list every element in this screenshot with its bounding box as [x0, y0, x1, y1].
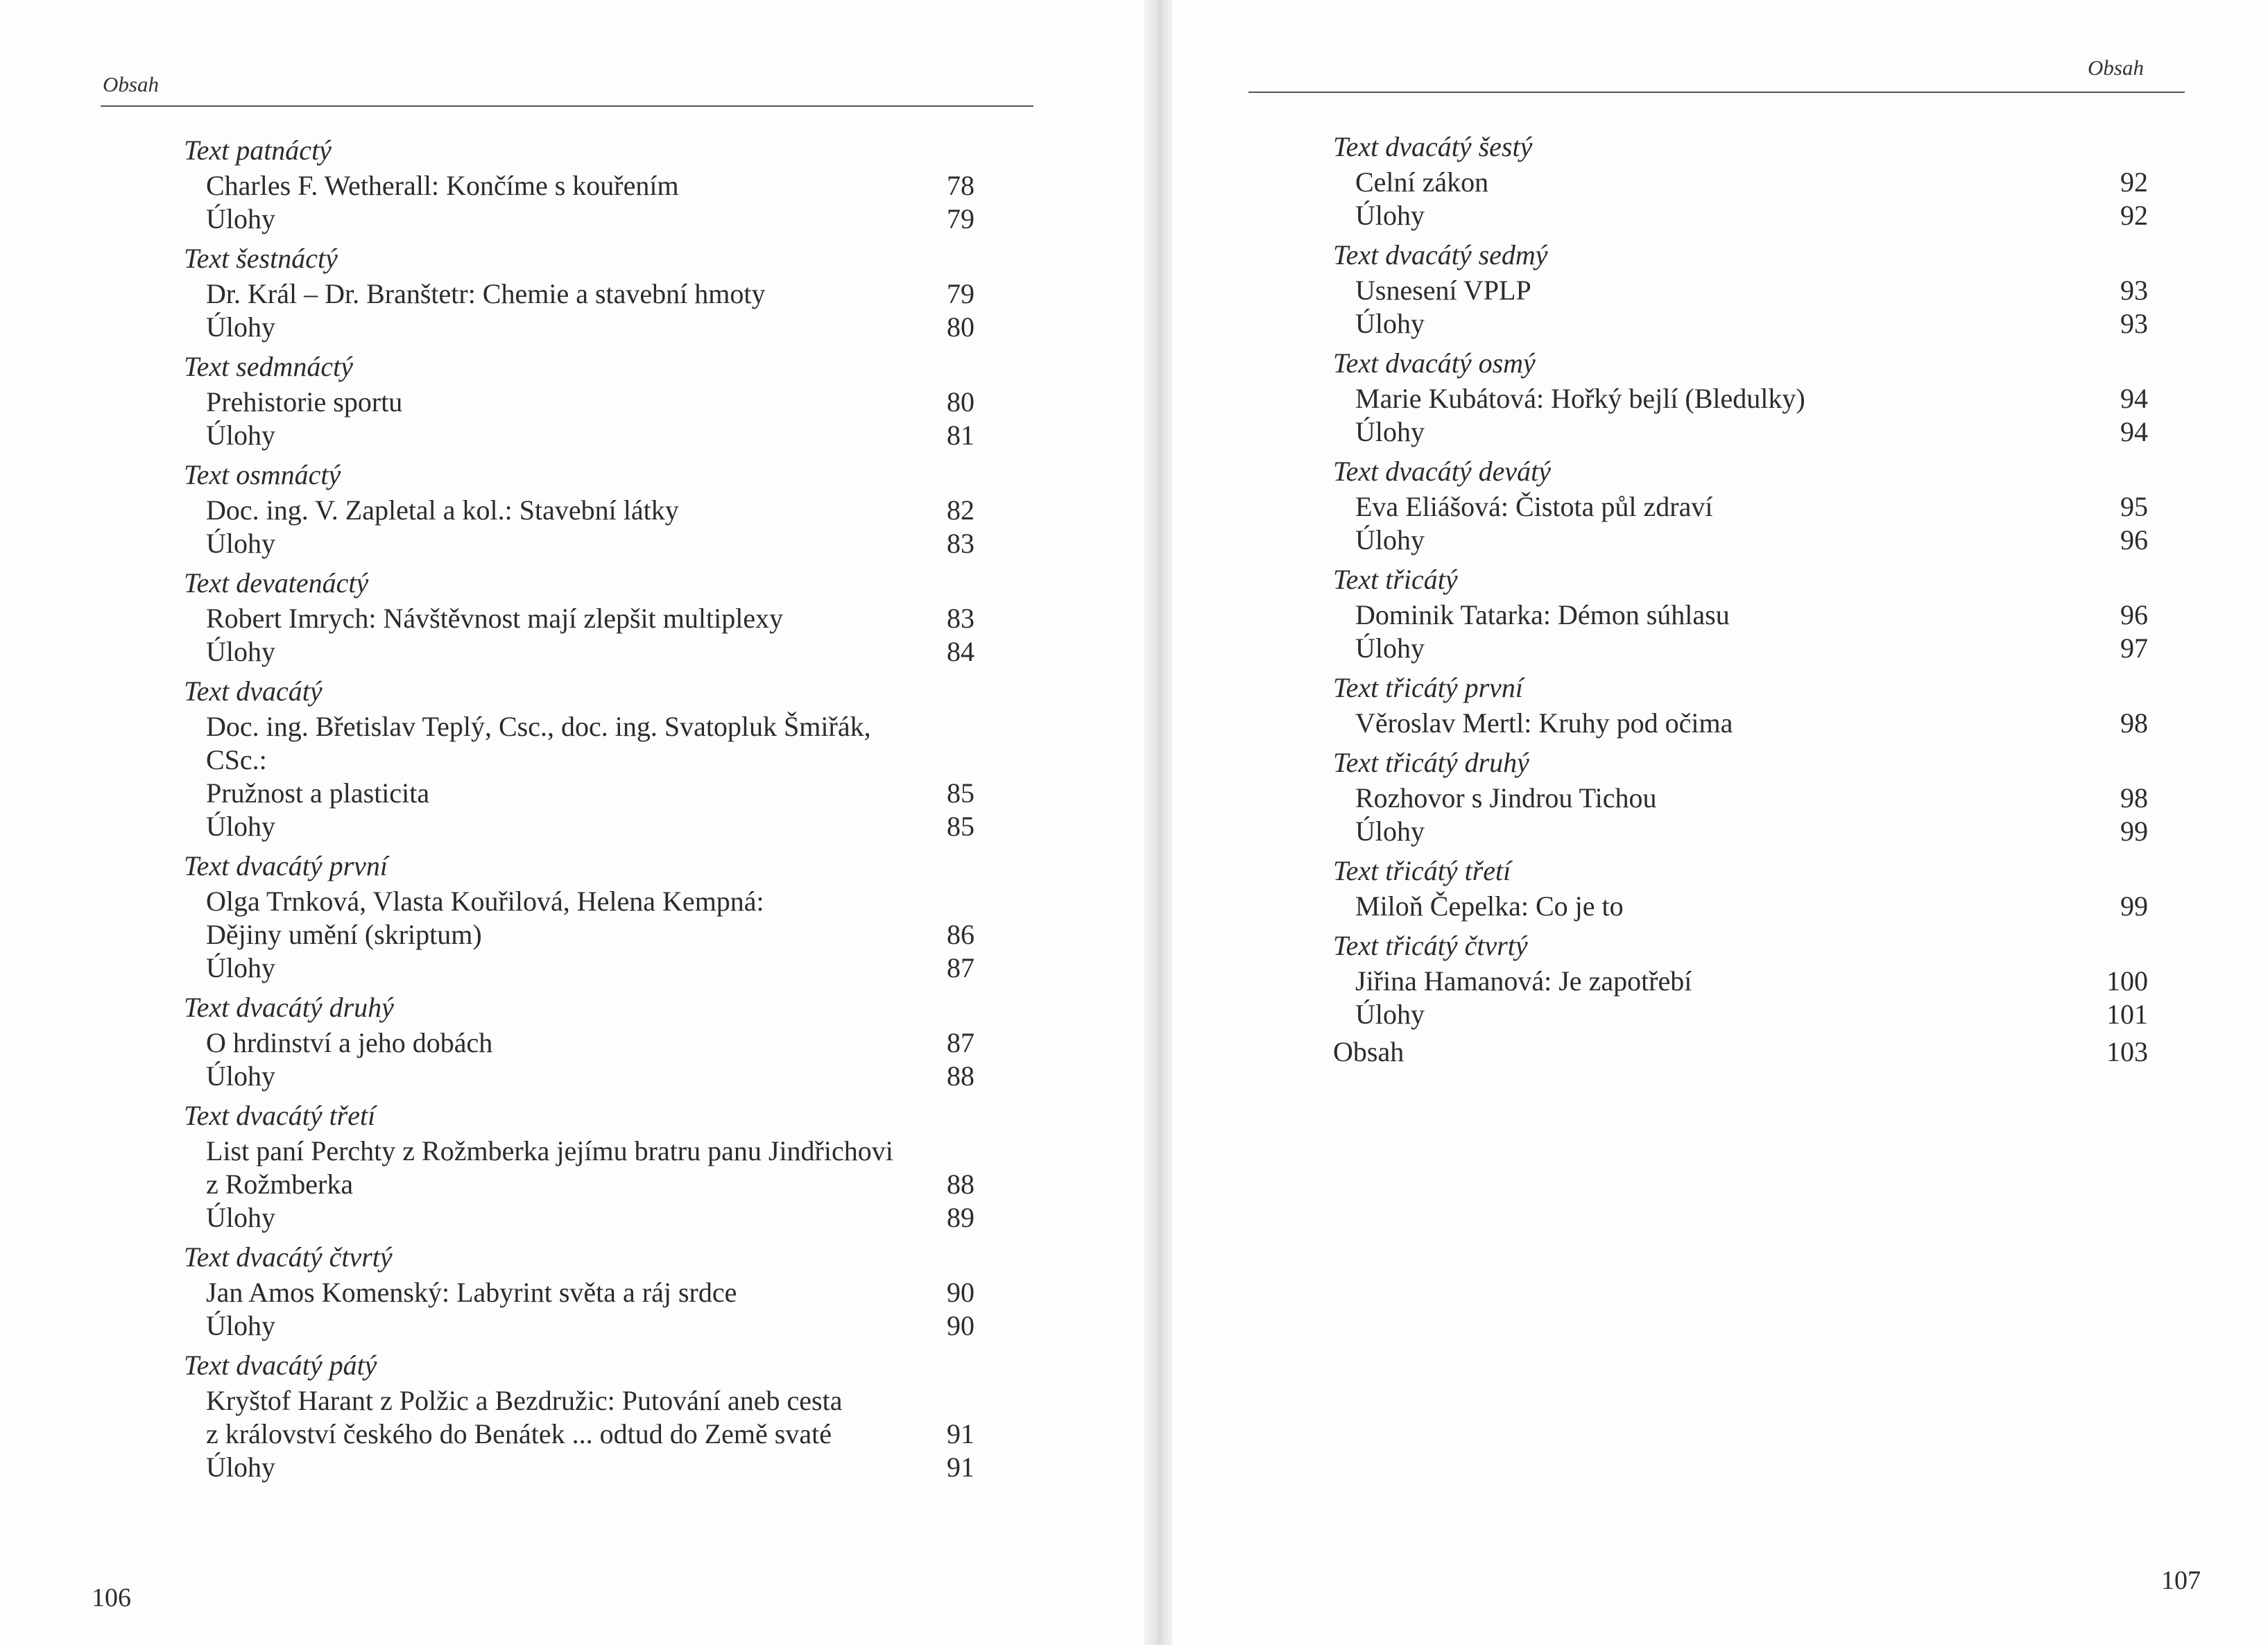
- entry-page-number: 91: [947, 1452, 974, 1483]
- entry-title: O hrdinství a jeho dobách: [206, 1027, 493, 1058]
- section-title: Text dvacátý osmý: [1333, 347, 1536, 379]
- section-title: Text šestnáctý: [184, 243, 338, 274]
- entry-page-number: 79: [947, 203, 974, 234]
- section-title: Text dvacátý pátý: [184, 1350, 377, 1381]
- entry-title: z království českého do Benátek ... odtud do Země svaté: [206, 1418, 832, 1449]
- entry-page-number: 85: [947, 811, 974, 842]
- toc-section: [184, 1097, 974, 1234]
- section-title: Text devatenáctý: [184, 567, 369, 598]
- toc-entry: [184, 777, 974, 810]
- toc-entry: [184, 1309, 974, 1343]
- book-gutter: [1144, 0, 1176, 1645]
- toc-entry: [184, 1201, 974, 1234]
- entry-title: z Rožmberka: [206, 1169, 354, 1200]
- entry-page-number: 94: [2120, 416, 2148, 447]
- entry-page-number: 78: [947, 170, 974, 201]
- toc-entry: [1333, 998, 2148, 1031]
- toc-entry: [1333, 632, 2148, 665]
- entry-title: Úlohy: [206, 1452, 275, 1483]
- entry-page-number: 86: [947, 919, 974, 950]
- entry-title: Kryštof Harant z Polžic a Bezdružic: Putování aneb cesta: [206, 1385, 843, 1416]
- entry-title: List paní Perchty z Rožmberka jejímu bratru panu Jindřichovi: [206, 1135, 893, 1166]
- toc-entry: [184, 494, 974, 527]
- entry-title: Pružnost a plasticita: [206, 777, 430, 809]
- toc-section: [184, 240, 974, 344]
- entry-title: Jiřina Hamanová: Je zapotřebí: [1355, 965, 1692, 997]
- toc-section: [1333, 453, 2148, 557]
- header-rule: [1248, 92, 2185, 93]
- entry-title: Obsah: [1333, 1036, 1404, 1067]
- toc-entry: [184, 810, 974, 843]
- section-title: Text třicátý první: [1333, 672, 1524, 703]
- entry-page-number: 88: [947, 1169, 974, 1200]
- entry-title: Doc. ing. V. Zapletal a kol.: Stavební látky: [206, 494, 679, 526]
- entry-page-number: 98: [2120, 707, 2148, 739]
- section-title: Text dvacátý druhý: [184, 992, 394, 1023]
- running-head: Obsah: [103, 72, 159, 96]
- entry-title: Dějiny umění (skriptum): [206, 919, 482, 950]
- toc-entry: [184, 203, 974, 236]
- toc-entry: [184, 1168, 974, 1201]
- section-title: Text třicátý: [1333, 564, 1458, 595]
- entry-title: Usnesení VPLP: [1355, 275, 1531, 306]
- page-number: 107: [2161, 1566, 2201, 1595]
- section-title: Text dvacátý šestý: [1333, 131, 1533, 162]
- entry-title: Úlohy: [206, 203, 275, 234]
- section-title: Text třicátý druhý: [1333, 747, 1529, 778]
- toc-section: [184, 847, 974, 985]
- entry-title: Věroslav Mertl: Kruhy pod očima: [1355, 707, 1733, 739]
- toc-entry: [1333, 707, 2148, 740]
- section-title: Text dvacátý první: [184, 850, 388, 881]
- toc-section: [1333, 852, 2148, 923]
- entry-title: Dr. Král – Dr. Branštetr: Chemie a stavební hmoty: [206, 278, 766, 309]
- toc-entry: [184, 1451, 974, 1484]
- toc-section: [184, 1239, 974, 1343]
- entry-title: Úlohy: [206, 420, 275, 451]
- entry-title: Úlohy: [1355, 308, 1425, 339]
- table-of-contents: [1333, 128, 2148, 1069]
- entry-page-number: 97: [2120, 632, 2148, 664]
- section-title: Text třicátý třetí: [1333, 855, 1511, 886]
- entry-page-number: 90: [947, 1277, 974, 1308]
- right-page: [1172, 0, 2268, 1645]
- entry-title: Úlohy: [206, 811, 275, 842]
- section-title: Text dvacátý devátý: [1333, 456, 1551, 487]
- entry-page-number: 83: [947, 603, 974, 634]
- entry-page-number: 99: [2120, 890, 2148, 922]
- toc-entry: [1333, 598, 2148, 632]
- entry-title: Dominik Tatarka: Démon súhlasu: [1355, 599, 1730, 630]
- entry-title: Úlohy: [206, 528, 275, 559]
- toc-entry: [184, 951, 974, 985]
- toc-entry: [1333, 890, 2148, 923]
- entry-page-number: 89: [947, 1202, 974, 1233]
- entry-page-number: 93: [2120, 308, 2148, 339]
- entry-page-number: 94: [2120, 383, 2148, 414]
- entry-title: Doc. ing. Břetislav Teplý, Csc., doc. ing. Svatopluk Šmiřák, CSc.:: [206, 711, 871, 775]
- running-head: Obsah: [2088, 55, 2144, 80]
- toc-section: [1333, 128, 2148, 232]
- entry-title: Olga Trnková, Vlasta Kouřilová, Helena Kempná:: [206, 886, 764, 917]
- toc-entry: [184, 1384, 974, 1418]
- toc-section: [1333, 236, 2148, 341]
- toc-entry: [184, 635, 974, 669]
- entry-title: Rozhovor s Jindrou Tichou: [1355, 782, 1657, 813]
- entry-title: Miloň Čepelka: Co je to: [1355, 890, 1624, 922]
- entry-page-number: 99: [2120, 816, 2148, 847]
- toc-entry: [184, 1276, 974, 1309]
- section-title: Text dvacátý sedmý: [1333, 239, 1548, 270]
- entry-page-number: 93: [2120, 275, 2148, 306]
- entry-title: Celní zákon: [1355, 166, 1489, 198]
- toc-entry: [184, 169, 974, 203]
- toc-entry: [1333, 199, 2148, 232]
- toc-entry: [184, 602, 974, 635]
- toc-section: [184, 673, 974, 843]
- entry-page-number: 84: [947, 636, 974, 667]
- entry-page-number: 80: [947, 311, 974, 343]
- toc-entry: [1333, 490, 2148, 524]
- entry-title: Úlohy: [1355, 999, 1425, 1030]
- toc-entry: [184, 311, 974, 344]
- entry-page-number: 98: [2120, 782, 2148, 813]
- toc-entry: [1333, 307, 2148, 341]
- entry-page-number: 90: [947, 1310, 974, 1341]
- entry-page-number: 88: [947, 1060, 974, 1092]
- entry-page-number: 83: [947, 528, 974, 559]
- entry-page-number: 103: [2106, 1036, 2148, 1067]
- section-title: Text třicátý čtvrtý: [1333, 930, 1528, 961]
- entry-page-number: 92: [2120, 166, 2148, 198]
- toc-entry: [184, 386, 974, 419]
- entry-title: Marie Kubátová: Hořký bejlí (Bledulky): [1355, 383, 1805, 414]
- toc-section: [1333, 345, 2148, 449]
- header-rule: [101, 105, 1033, 107]
- toc-section: [1333, 561, 2148, 665]
- toc-entry: [184, 527, 974, 560]
- entry-title: Robert Imrych: Návštěvnost mají zlepšit multiplexy: [206, 603, 784, 634]
- entry-title: Úlohy: [206, 1202, 275, 1233]
- entry-title: Úlohy: [206, 311, 275, 343]
- entry-page-number: 82: [947, 494, 974, 526]
- entry-page-number: 92: [2120, 200, 2148, 231]
- section-title: Text sedmnáctý: [184, 351, 354, 382]
- entry-page-number: 101: [2106, 999, 2148, 1030]
- entry-page-number: 100: [2106, 965, 2148, 997]
- toc-entry: [184, 918, 974, 951]
- toc-entry: [184, 277, 974, 311]
- table-of-contents: [184, 132, 974, 1488]
- entry-page-number: 79: [947, 278, 974, 309]
- entry-page-number: 85: [947, 777, 974, 809]
- entry-page-number: 95: [2120, 491, 2148, 522]
- entry-title: Úlohy: [206, 636, 275, 667]
- toc-entry: [1333, 382, 2148, 415]
- entry-title: Úlohy: [1355, 816, 1425, 847]
- entry-title: Prehistorie sportu: [206, 386, 403, 417]
- toc-section: [184, 565, 974, 669]
- toc-section: [1333, 744, 2148, 848]
- entry-page-number: 81: [947, 420, 974, 451]
- toc-section: [1333, 927, 2148, 1031]
- toc-entry: [1333, 815, 2148, 848]
- entry-title: Úlohy: [1355, 632, 1425, 664]
- toc-entry: [1333, 782, 2148, 815]
- entry-page-number: 96: [2120, 599, 2148, 630]
- section-title: Text dvacátý čtvrtý: [184, 1241, 393, 1273]
- toc-section: [184, 456, 974, 560]
- toc-entry: [1333, 524, 2148, 557]
- entry-page-number: 87: [947, 952, 974, 983]
- toc-section: [1333, 669, 2148, 740]
- toc-section: [184, 348, 974, 452]
- toc-entry: [184, 1060, 974, 1093]
- toc-entry: [184, 419, 974, 452]
- entry-title: Eva Eliášová: Čistota půl zdraví: [1355, 491, 1713, 522]
- entry-page-number: 87: [947, 1027, 974, 1058]
- section-title: Text osmnáctý: [184, 459, 341, 490]
- toc-entry: [1333, 274, 2148, 307]
- entry-title: Jan Amos Komenský: Labyrint světa a ráj srdce: [206, 1277, 737, 1308]
- section-title: Text patnáctý: [184, 135, 332, 166]
- toc-entry: [1333, 965, 2148, 998]
- page-number: 106: [92, 1583, 131, 1612]
- toc-entry: [184, 1135, 974, 1168]
- toc-section: [184, 989, 974, 1093]
- toc-entry: [184, 1026, 974, 1060]
- entry-title: Úlohy: [206, 1060, 275, 1092]
- entry-title: Úlohy: [206, 1310, 275, 1341]
- toc-entry: [1333, 415, 2148, 449]
- entry-title: Úlohy: [1355, 200, 1425, 231]
- entry-page-number: 96: [2120, 524, 2148, 555]
- entry-page-number: 80: [947, 386, 974, 417]
- toc-entry: [1333, 166, 2148, 199]
- entry-title: Charles F. Wetherall: Končíme s kouřením: [206, 170, 679, 201]
- toc-section: [184, 132, 974, 236]
- section-title: Text dvacátý: [184, 675, 323, 707]
- section-title: Text dvacátý třetí: [184, 1100, 376, 1131]
- toc-entry: [184, 885, 974, 918]
- entry-title: Úlohy: [1355, 416, 1425, 447]
- entry-page-number: 91: [947, 1418, 974, 1449]
- entry-title: Úlohy: [1355, 524, 1425, 555]
- toc-section: [184, 1347, 974, 1484]
- toc-entry: [184, 710, 974, 777]
- toc-entry: [184, 1418, 974, 1451]
- entry-title: Úlohy: [206, 952, 275, 983]
- toc-entry-final: [1333, 1035, 2148, 1069]
